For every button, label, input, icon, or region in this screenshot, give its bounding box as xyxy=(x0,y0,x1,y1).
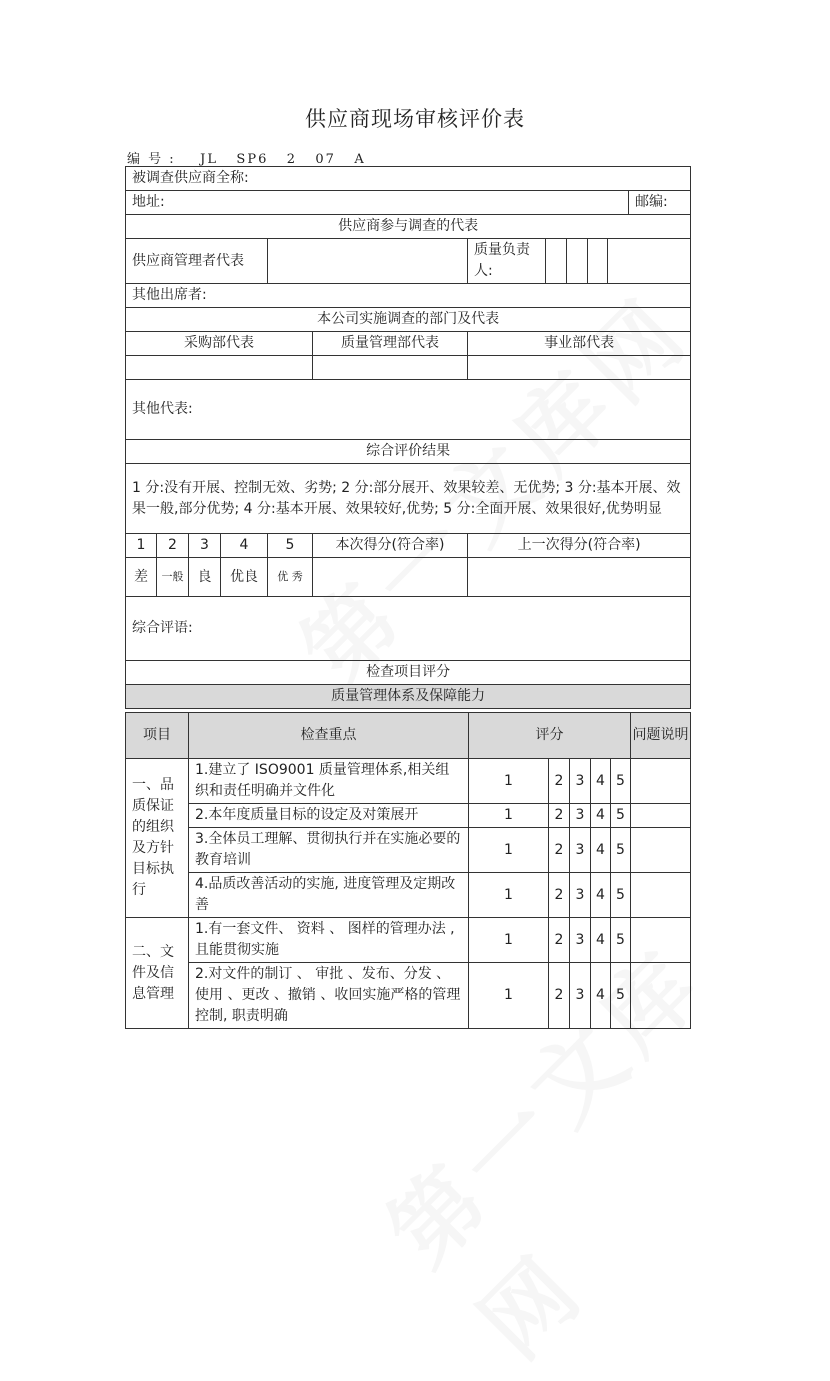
col-focus-header: 检查重点 xyxy=(189,713,469,759)
issue-note[interactable] xyxy=(631,918,691,963)
page-title: 供应商现场审核评价表 xyxy=(305,107,525,131)
score-option[interactable]: 4 xyxy=(591,963,611,1029)
score-option[interactable]: 1 xyxy=(469,804,549,828)
score-option[interactable]: 2 xyxy=(549,759,570,804)
issue-note[interactable] xyxy=(631,963,691,1029)
last-score-label: 上一次得分(符合率) xyxy=(468,534,691,558)
score-option[interactable]: 2 xyxy=(549,918,570,963)
last-score-value[interactable] xyxy=(468,558,691,597)
score-option[interactable]: 5 xyxy=(611,759,631,804)
quality-head-cell[interactable] xyxy=(588,239,608,284)
manager-rep-label: 供应商管理者代表 xyxy=(126,239,268,284)
quality-head-label: 质量负责人: xyxy=(468,239,546,284)
score-number: 3 xyxy=(189,534,221,558)
postcode-field[interactable]: 邮编: xyxy=(629,191,691,215)
check-focus: 4.品质改善活动的实施, 进度管理及定期改善 xyxy=(189,873,469,918)
score-option[interactable]: 1 xyxy=(469,759,549,804)
header-form-table xyxy=(125,166,691,709)
check-focus: 1.有一套文件、 资料 、 图样的管理办法 ,且能贯彻实施 xyxy=(189,918,469,963)
score-option[interactable]: 1 xyxy=(469,918,549,963)
this-score-label: 本次得分(符合率) xyxy=(313,534,468,558)
group-name: 一、品质保证的组织及方针目标执行 xyxy=(126,759,189,918)
other-attendees-field[interactable]: 其他出席者: xyxy=(126,284,691,308)
qms-header: 质量管理体系及保障能力 xyxy=(126,685,691,709)
overall-result-header: 综合评价结果 xyxy=(126,440,691,464)
business-dept-rep-value[interactable] xyxy=(468,356,691,380)
score-word[interactable]: 良 xyxy=(189,558,221,597)
business-dept-rep-label: 事业部代表 xyxy=(468,332,691,356)
score-number: 2 xyxy=(157,534,189,558)
score-word[interactable]: 优 秀 xyxy=(268,558,313,597)
score-option[interactable]: 5 xyxy=(611,873,631,918)
issue-note[interactable] xyxy=(631,804,691,828)
items-scoring-header: 检查项目评分 xyxy=(126,661,691,685)
supplier-reps-header: 供应商参与调查的代表 xyxy=(126,215,691,239)
overall-comment-field[interactable]: 综合评语: xyxy=(126,597,691,661)
inspection-items-table xyxy=(125,712,691,1029)
col-score-header: 评分 xyxy=(469,713,631,759)
score-number: 1 xyxy=(126,534,157,558)
score-option[interactable]: 3 xyxy=(570,804,591,828)
score-option[interactable]: 3 xyxy=(570,963,591,1029)
quality-head-cell[interactable] xyxy=(546,239,567,284)
col-item-header: 项目 xyxy=(126,713,189,759)
issue-note[interactable] xyxy=(631,873,691,918)
score-word[interactable]: 一般 xyxy=(157,558,189,597)
quality-head-cell[interactable] xyxy=(608,239,691,284)
group-name: 二、文件及信息管理 xyxy=(126,918,189,1029)
score-option[interactable]: 5 xyxy=(611,963,631,1029)
score-option[interactable]: 1 xyxy=(469,963,549,1029)
score-option[interactable]: 3 xyxy=(570,918,591,963)
manager-rep-value[interactable] xyxy=(268,239,468,284)
supplier-name-field[interactable]: 被调查供应商全称: xyxy=(126,167,691,191)
form-code: 编 号 : JL SP6 2 07 A xyxy=(127,152,366,167)
score-option[interactable]: 3 xyxy=(570,873,591,918)
qm-dept-rep-value[interactable] xyxy=(313,356,468,380)
col-issue-header: 问题说明 xyxy=(631,713,691,759)
score-option[interactable]: 1 xyxy=(469,828,549,873)
scoring-description: 1 分:没有开展、控制无效、劣势; 2 分:部分展开、效果较差、无优势; 3 分:基本开展、效果一般,部分优势; 4 分:基本开展、效果较好,优势; 5 分:全面开展、效果很好,优势明显 xyxy=(126,464,691,534)
score-option[interactable]: 2 xyxy=(549,828,570,873)
score-option[interactable]: 5 xyxy=(611,804,631,828)
issue-note[interactable] xyxy=(631,828,691,873)
this-score-value[interactable] xyxy=(313,558,468,597)
company-dept-header: 本公司实施调查的部门及代表 xyxy=(126,308,691,332)
check-focus: 2.对文件的制订 、 审批 、发布、分发 、使用 、更改 、撤销 、收回实施严格的管理控制, 职责明确 xyxy=(189,963,469,1029)
score-option[interactable]: 3 xyxy=(570,759,591,804)
score-option[interactable]: 5 xyxy=(611,918,631,963)
score-option[interactable]: 4 xyxy=(591,759,611,804)
purchasing-rep-value[interactable] xyxy=(126,356,313,380)
check-focus: 2.本年度质量目标的设定及对策展开 xyxy=(189,804,469,828)
check-focus: 1.建立了 ISO9001 质量管理体系,相关组织和责任明确并文件化 xyxy=(189,759,469,804)
other-reps-field[interactable]: 其他代表: xyxy=(126,380,691,440)
qm-dept-rep-label: 质量管理部代表 xyxy=(313,332,468,356)
score-option[interactable]: 2 xyxy=(549,873,570,918)
score-number: 4 xyxy=(221,534,268,558)
score-option[interactable]: 4 xyxy=(591,873,611,918)
score-option[interactable]: 5 xyxy=(611,828,631,873)
score-option[interactable]: 2 xyxy=(549,804,570,828)
score-option[interactable]: 3 xyxy=(570,828,591,873)
score-option[interactable]: 4 xyxy=(591,828,611,873)
score-number: 5 xyxy=(268,534,313,558)
issue-note[interactable] xyxy=(631,759,691,804)
score-option[interactable]: 4 xyxy=(591,918,611,963)
score-option[interactable]: 2 xyxy=(549,963,570,1029)
quality-head-cell[interactable] xyxy=(567,239,588,284)
check-focus: 3.全体员工理解、贯彻执行并在实施必要的教育培训 xyxy=(189,828,469,873)
score-word[interactable]: 优良 xyxy=(221,558,268,597)
score-word[interactable]: 差 xyxy=(126,558,157,597)
score-option[interactable]: 1 xyxy=(469,873,549,918)
score-option[interactable]: 4 xyxy=(591,804,611,828)
purchasing-rep-label: 采购部代表 xyxy=(126,332,313,356)
address-field[interactable]: 地址: xyxy=(126,191,629,215)
